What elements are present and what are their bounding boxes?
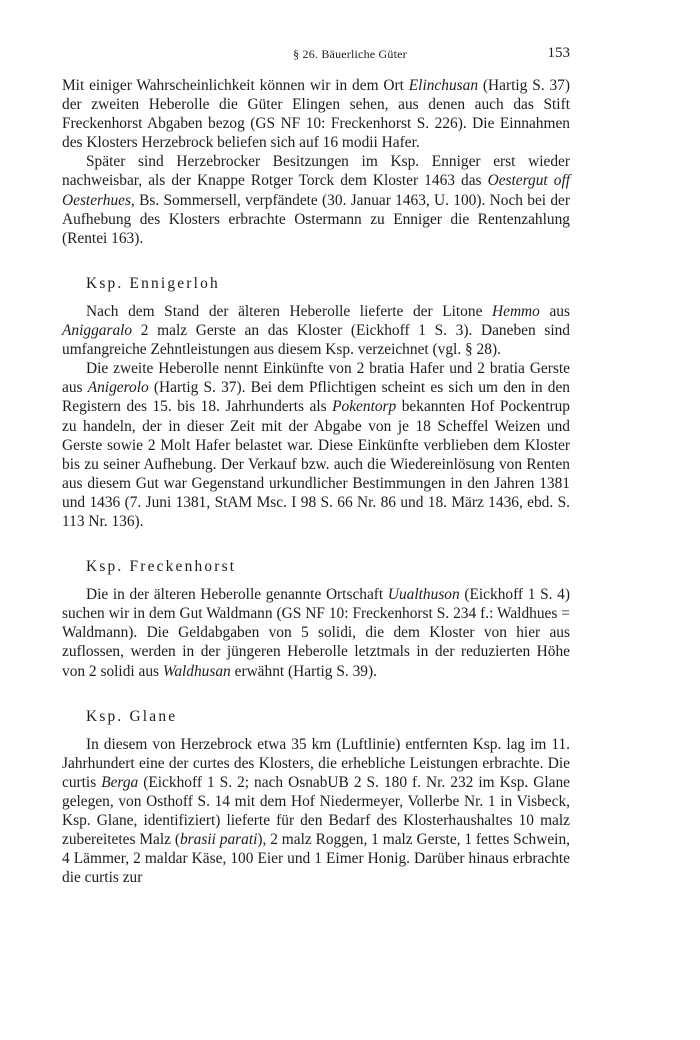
running-head (0, 47, 700, 67)
paragraph (62, 359, 570, 531)
place-name: Waldhusan (162, 662, 231, 680)
text-run: Die zweite Heberolle nennt Einkünfte von 2 bratia Hafer und 2 bratia Gerste aus (62, 360, 570, 397)
text-run: bekannten Hof Pockentrup zu handeln, der in dieser Zeit mit der Abgabe von je 18 Scheffel Weizen und Gerste sowie 2 Molt Hafer belastet war. Diese Einkünfte verblieben dem Kloster bis zu seiner Aufhebung. Der Verkauf bzw. auch die Wiedereinlösung von Renten aus diesem Gut war Gegenstand urkundlicher Bestimmungen in den Jahren 1381 und 1436 (7. Juni 1381, StAM Msc. I 98 S. 66 Nr. 86 und 18. März 1436, ebd. S. 113 Nr. 136). (62, 398, 570, 530)
place-name: Aniggaralo (62, 322, 133, 340)
paragraph (62, 76, 570, 152)
latin-term: brasii parati (179, 831, 258, 849)
section-reference: § 26. Bäuerliche Güter (293, 47, 407, 61)
place-name: Elinchusan (408, 77, 479, 94)
text-run: (Hartig S. 37). Bei dem Pflichtigen scheint es sich um den in den Registern des 15. bis 18. Jahrhunderts als (62, 379, 570, 416)
place-name: Oestergut off Oesterhues (62, 172, 570, 209)
text-run: (Hartig S. 37) der zweiten Heberolle die Güter Elingen sehen, aus denen auch das Stift Freckenhorst Abgaben bezog (GS NF 10: Freckenhorst S. 226). Die Einnahmen des Klosters Herzebrock beliefen sich auf 16 modii Hafer. (62, 77, 570, 152)
page-number: 153 (547, 45, 570, 61)
text-run: , Bs. Sommersell, verpfändete (30. Januar 1463, U. 100). Noch bei der Aufhebung des Klosters erbrachte Ostermann zu Enniger die Rentenzahlung (Rentei 163). (62, 191, 570, 247)
section-heading: Ksp. Freckenhorst (86, 558, 237, 576)
text-run: (Eickhoff 1 S. 4) suchen wir in dem Gut Waldmann (GS NF 10: Freckenhorst S. 234 f.: Waldhues = Waldmann). Die Geldabgaben von 5 solidi, die dem Kloster von hier aus zuflossen, werden in der jüngeren Heberolle letztmals in der reduzierten Höhe von 2 solidi aus (62, 586, 570, 680)
place-name: Uualthuson (387, 586, 460, 604)
place-name: Anigerolo (87, 379, 149, 397)
text-run: Mit einiger Wahrscheinlichkeit können wir in dem Ort (62, 77, 409, 94)
body-text (62, 76, 570, 887)
place-name: Pokentorp (332, 398, 397, 416)
paragraph (62, 152, 570, 247)
text-run: ), 2 malz Roggen, 1 malz Gerste, 1 fettes Schwein, 4 Lämmer, 2 maldar Käse, 100 Eier und 1 Eimer Honig. Darüber hinaus erbrachte die curtis zur (62, 831, 570, 887)
paragraph (62, 735, 570, 888)
paragraph (62, 585, 570, 680)
text-run: Nach dem Stand der älteren Heberolle lieferte der Litone (86, 302, 492, 320)
text-run: erwähnt (Hartig S. 39). (230, 662, 377, 680)
section-heading: Ksp. Glane (86, 707, 178, 725)
section-heading: Ksp. Ennigerloh (86, 274, 220, 292)
text-run: Später sind Herzebrocker Besitzungen im Ksp. Enniger erst wieder nachweisbar, als der Knappe Rotger Torck dem Kloster 1463 das (62, 153, 570, 190)
person-name: Hemmo (492, 302, 540, 320)
text-run: 2 malz Gerste an das Kloster (Eickhoff 1 S. 3). Daneben sind umfangreiche Zehntleistungen aus diesem Ksp. verzeichnet (vgl. § 28). (62, 322, 570, 359)
text-run: aus (539, 302, 570, 320)
text-run: In diesem von Herzebrock etwa 35 km (Luftlinie) entfernten Ksp. lag im 11. Jahrhundert eine der curtes des Klosters, die erhebliche Leistungen erbrachte. Die curtis (62, 735, 570, 791)
place-name: Berga (101, 773, 139, 791)
text-run: (Eickhoff 1 S. 2; nach OsnabUB 2 S. 180 f. Nr. 232 im Ksp. Glane gelegen, von Osthoff S. 14 mit dem Hof Niedermeyer, Vollerbe Nr. 1 in Visbeck, Ksp. Glane, identifiziert) lieferte für den Bedarf des Klosterhaushaltes 10 malz zubereitetes Malz ( (62, 773, 570, 849)
paragraph (62, 302, 570, 359)
text-run: Die in der älteren Heberolle genannte Ortschaft (86, 586, 388, 604)
